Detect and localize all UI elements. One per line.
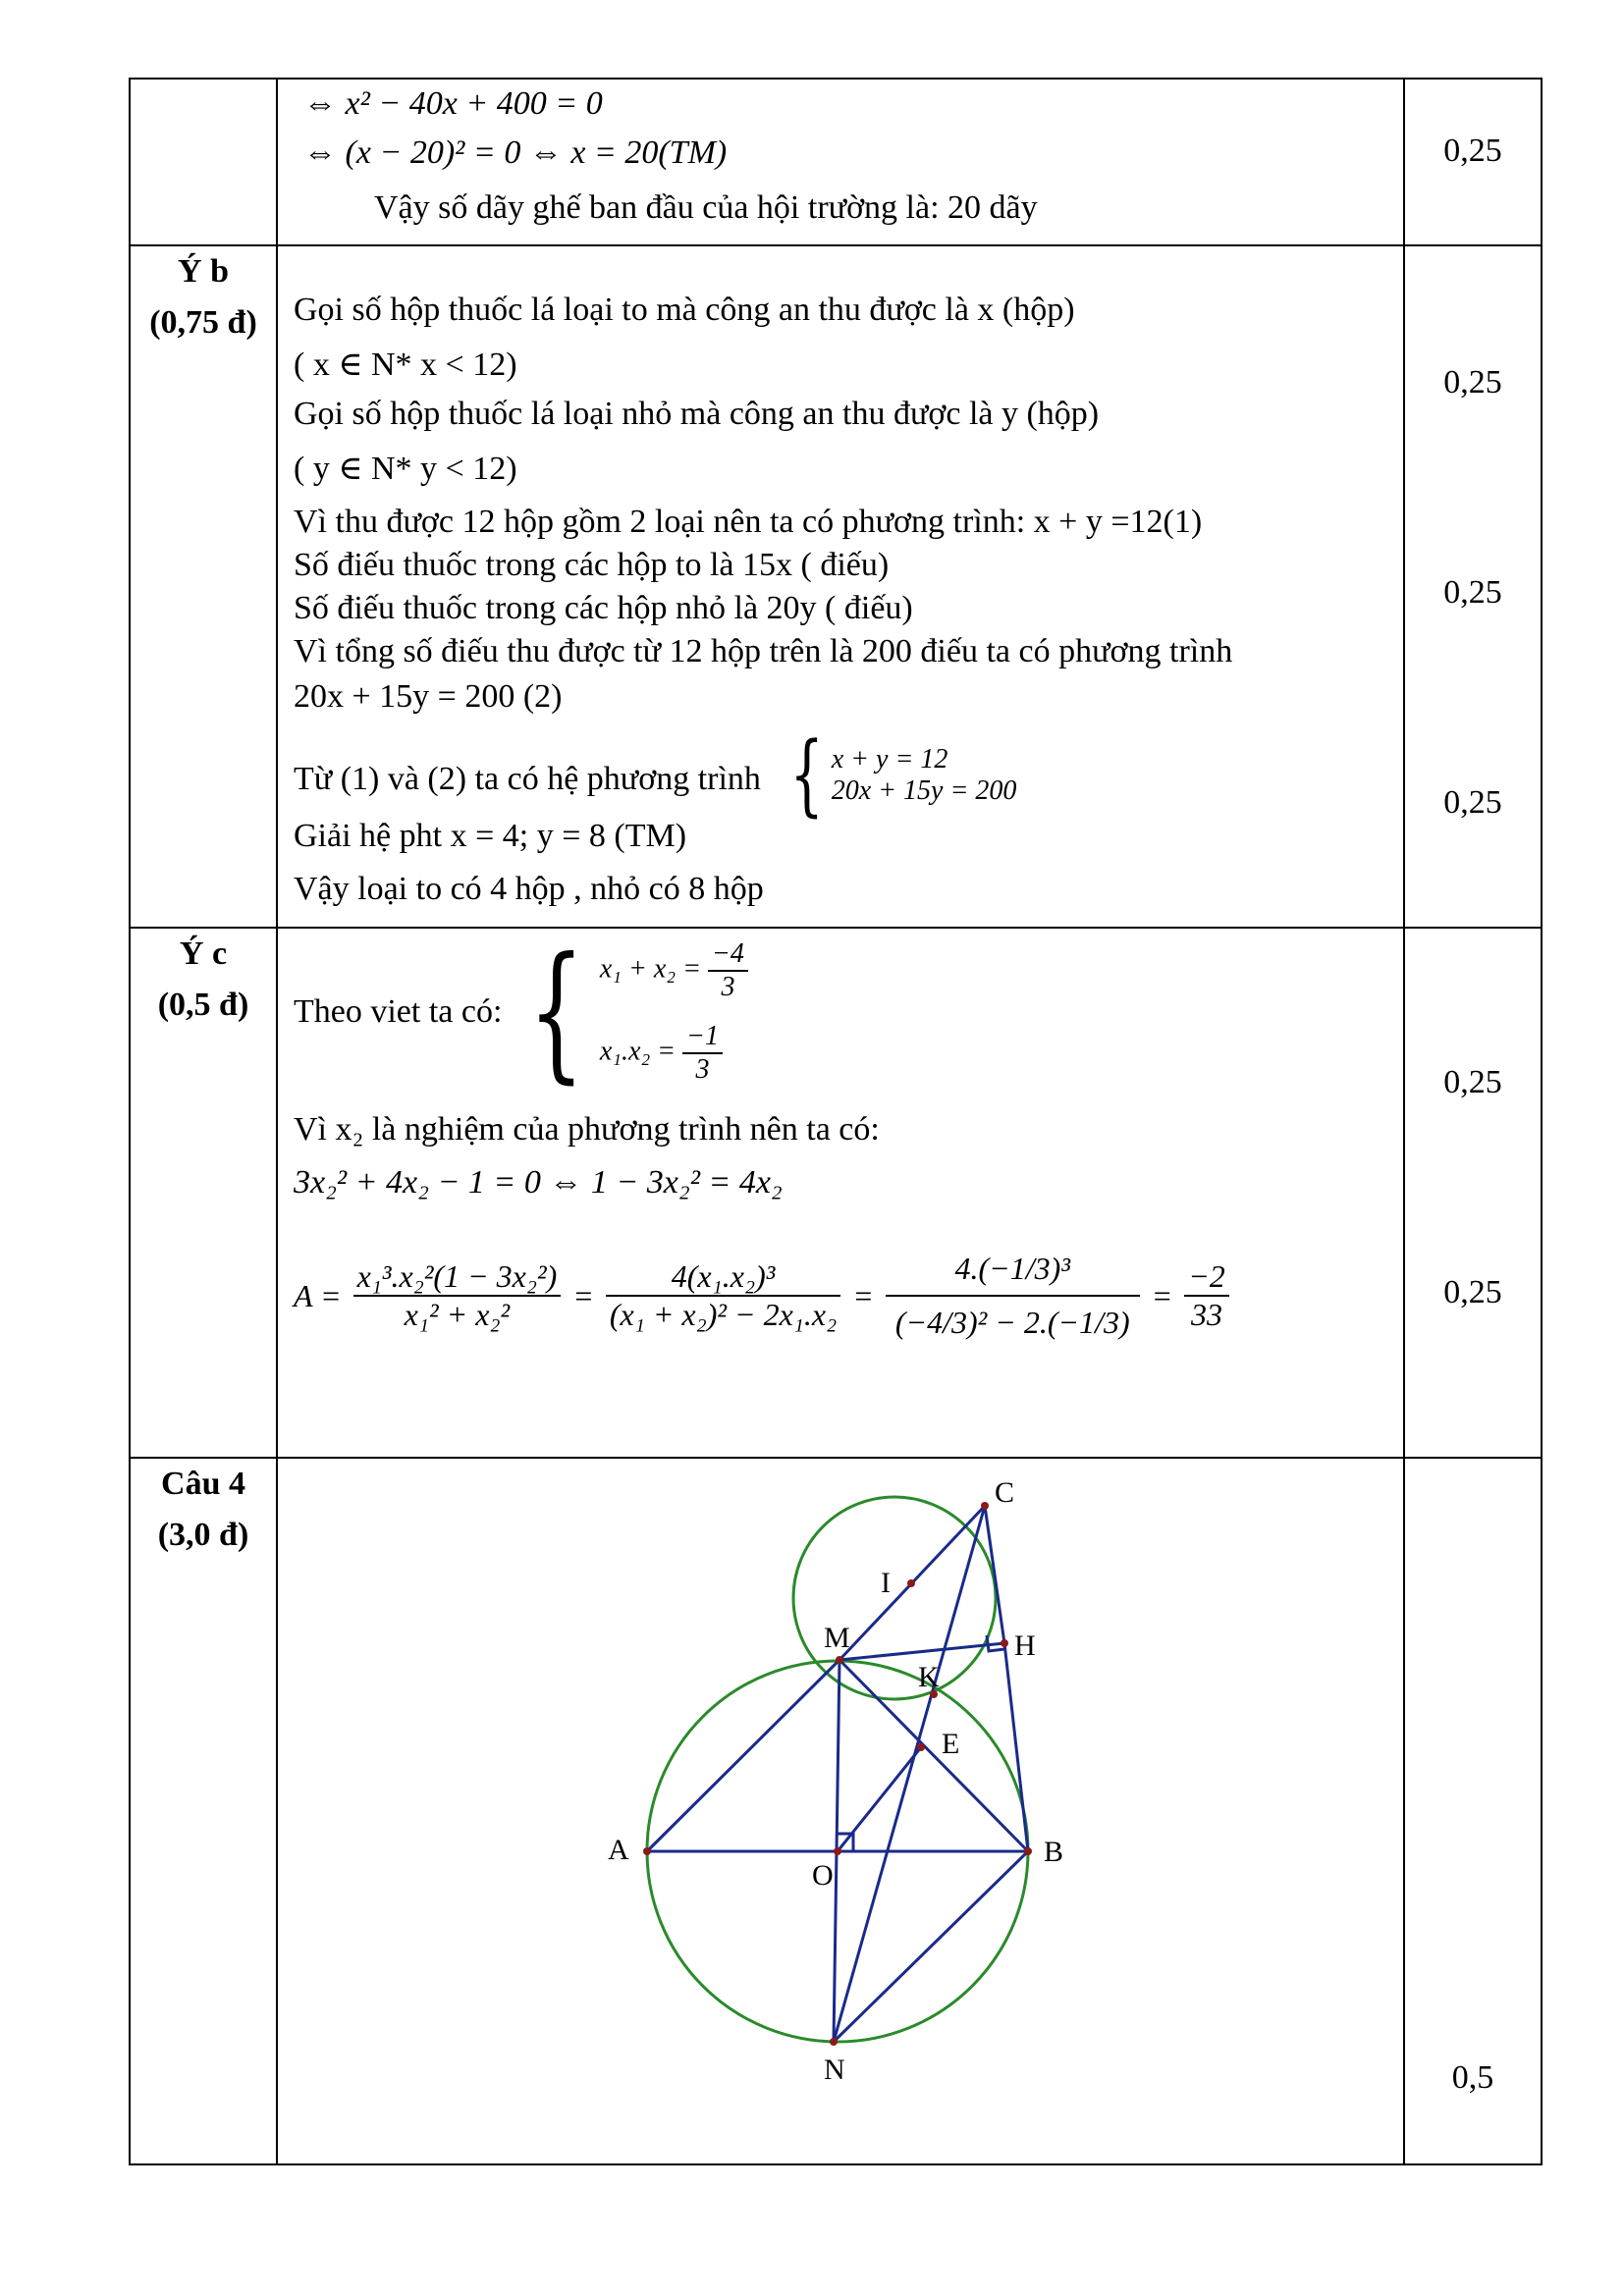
viet-product: x₁.x₂ = $\frac{-1}{3}$ (600, 1021, 748, 1086)
text-line: Vì tổng số điếu thu được từ 12 hộp trên là 200 điếu ta có phương trình (294, 633, 1233, 669)
part-label: Ý b (178, 253, 229, 290)
label-M: M (824, 1622, 850, 1654)
text-line: Vậy loại to có 4 hộp , nhỏ có 8 hộp (294, 871, 764, 907)
part-label: Câu 4 (161, 1466, 245, 1502)
segment-OE (838, 1747, 921, 1851)
conclusion-line: Vậy số dãy ghế ban đầu của hội trường là: 20 dãy (374, 189, 1038, 226)
table-row (130, 79, 1542, 245)
text-line: Theo viet ta có: (294, 993, 503, 1030)
part-points: (3,0 đ) (157, 1517, 249, 1553)
system-equation: 20x + 15y = 200 (831, 775, 1017, 806)
label-cell (130, 245, 277, 928)
point-A (643, 1847, 651, 1855)
label-cell (130, 79, 277, 245)
label-O: O (812, 1859, 834, 1892)
point-I (907, 1579, 915, 1587)
label-I: I (881, 1567, 891, 1599)
system-equation: x + y = 12 (831, 744, 948, 774)
score-cell (1404, 928, 1542, 1458)
text-line: Vì thu được 12 hộp gồm 2 loại nên ta có phương trình: x + y =12(1) (294, 504, 1203, 540)
text-line: 20x + 15y = 200 (2) (294, 678, 563, 715)
equation-system (779, 723, 1017, 827)
viet-line (294, 927, 748, 1097)
label-N: N (824, 2054, 845, 2086)
text-line: Từ (1) và (2) ta có hệ phương trình (294, 760, 761, 797)
A-computation: A = $\frac{\text{x₁³.x₂²(1 − 3x₂²)}}{\text{x₁² + x₂²}}$ = $\frac{\text{4(x₁.x₂)³}}{\text{(x₁ + x₂)² − 2x₁.x₂}}$ = $\frac{\text{4.(−1/3)³}}{\text{(−4/3)² − 2.(−1/3)}}$ = $\frac{-2}{33}$ (294, 1243, 1229, 1349)
segment-AM (647, 1660, 839, 1851)
content-cell (277, 928, 1404, 1458)
system-line (294, 723, 1017, 827)
table-row (130, 1458, 1542, 2164)
label-cell (130, 928, 277, 1458)
segment-HB (1004, 1643, 1028, 1851)
part-label: Ý c (179, 935, 228, 972)
point-O (834, 1847, 841, 1855)
score-value: 0,25 (1443, 364, 1502, 400)
point-B (1024, 1847, 1032, 1855)
text-line: Giải hệ pht x = 4; y = 8 (TM) (294, 818, 687, 854)
text-line: ( x ∈ N* x < 12) (294, 347, 517, 383)
content-cell (277, 1458, 1404, 2164)
label-B: B (1044, 1836, 1064, 1868)
label-C: C (995, 1476, 1015, 1509)
label-A: A (608, 1834, 629, 1866)
label-H: H (1014, 1629, 1036, 1662)
part-points: (0,75 đ) (149, 304, 257, 341)
viet-system (510, 927, 747, 1097)
point-C (981, 1502, 989, 1510)
score-value: 0,25 (1443, 133, 1502, 169)
point-E (917, 1743, 925, 1751)
score-value: 0,5 (1451, 2059, 1494, 2096)
score-cell (1404, 1458, 1542, 2164)
brace: { (528, 927, 585, 1097)
text-line: Gọi số hộp thuốc lá loại to mà công an thu được là x (hộp) (294, 292, 1075, 328)
geometry-figure (278, 1459, 1405, 2163)
score-cell (1404, 79, 1542, 245)
brace: { (789, 723, 825, 827)
point-H (1001, 1639, 1008, 1647)
part-points: (0,5 đ) (157, 987, 249, 1023)
table-row (130, 928, 1542, 1458)
viet-sum: x₁ + x₂ = $\frac{-4}{3}$ (600, 938, 748, 1003)
label-cell (130, 1458, 277, 2164)
point-N (830, 2038, 838, 2046)
score-value: 0,25 (1443, 1064, 1502, 1100)
equation-line: ⇔ x² − 40x + 400 = 0 (303, 85, 603, 122)
answer-table (129, 78, 1543, 2165)
segment-NB (834, 1851, 1028, 2042)
text-line: ( y ∈ N* y < 12) (294, 451, 517, 487)
segment-CH (985, 1506, 1004, 1643)
text-line: Gọi số hộp thuốc lá loại nhỏ mà công an thu được là y (hộp) (294, 396, 1100, 432)
text-line: Số điếu thuốc trong các hộp nhỏ là 20y ( điếu) (294, 590, 913, 626)
table-row (130, 245, 1542, 928)
content-cell (277, 79, 1404, 245)
text-line: Vì x₂ là nghiệm của phương trình nên ta có: (294, 1111, 880, 1148)
score-value: 0,25 (1443, 1274, 1502, 1310)
text-line: Số điếu thuốc trong các hộp to là 15x ( điếu) (294, 547, 890, 583)
point-M (836, 1656, 843, 1664)
label-E: E (942, 1728, 960, 1760)
equation-line: 3x₂² + 4x₂ − 1 = 0 ⇔ 1 − 3x₂² = 4x₂ (294, 1164, 783, 1201)
content-cell (277, 245, 1404, 928)
score-value: 0,25 (1443, 784, 1502, 821)
score-cell (1404, 245, 1542, 928)
label-K: K (918, 1661, 940, 1693)
equation-line: ⇔ (x − 20)² = 0 ⇔ x = 20(TM) (303, 134, 728, 171)
score-value: 0,25 (1443, 574, 1502, 611)
